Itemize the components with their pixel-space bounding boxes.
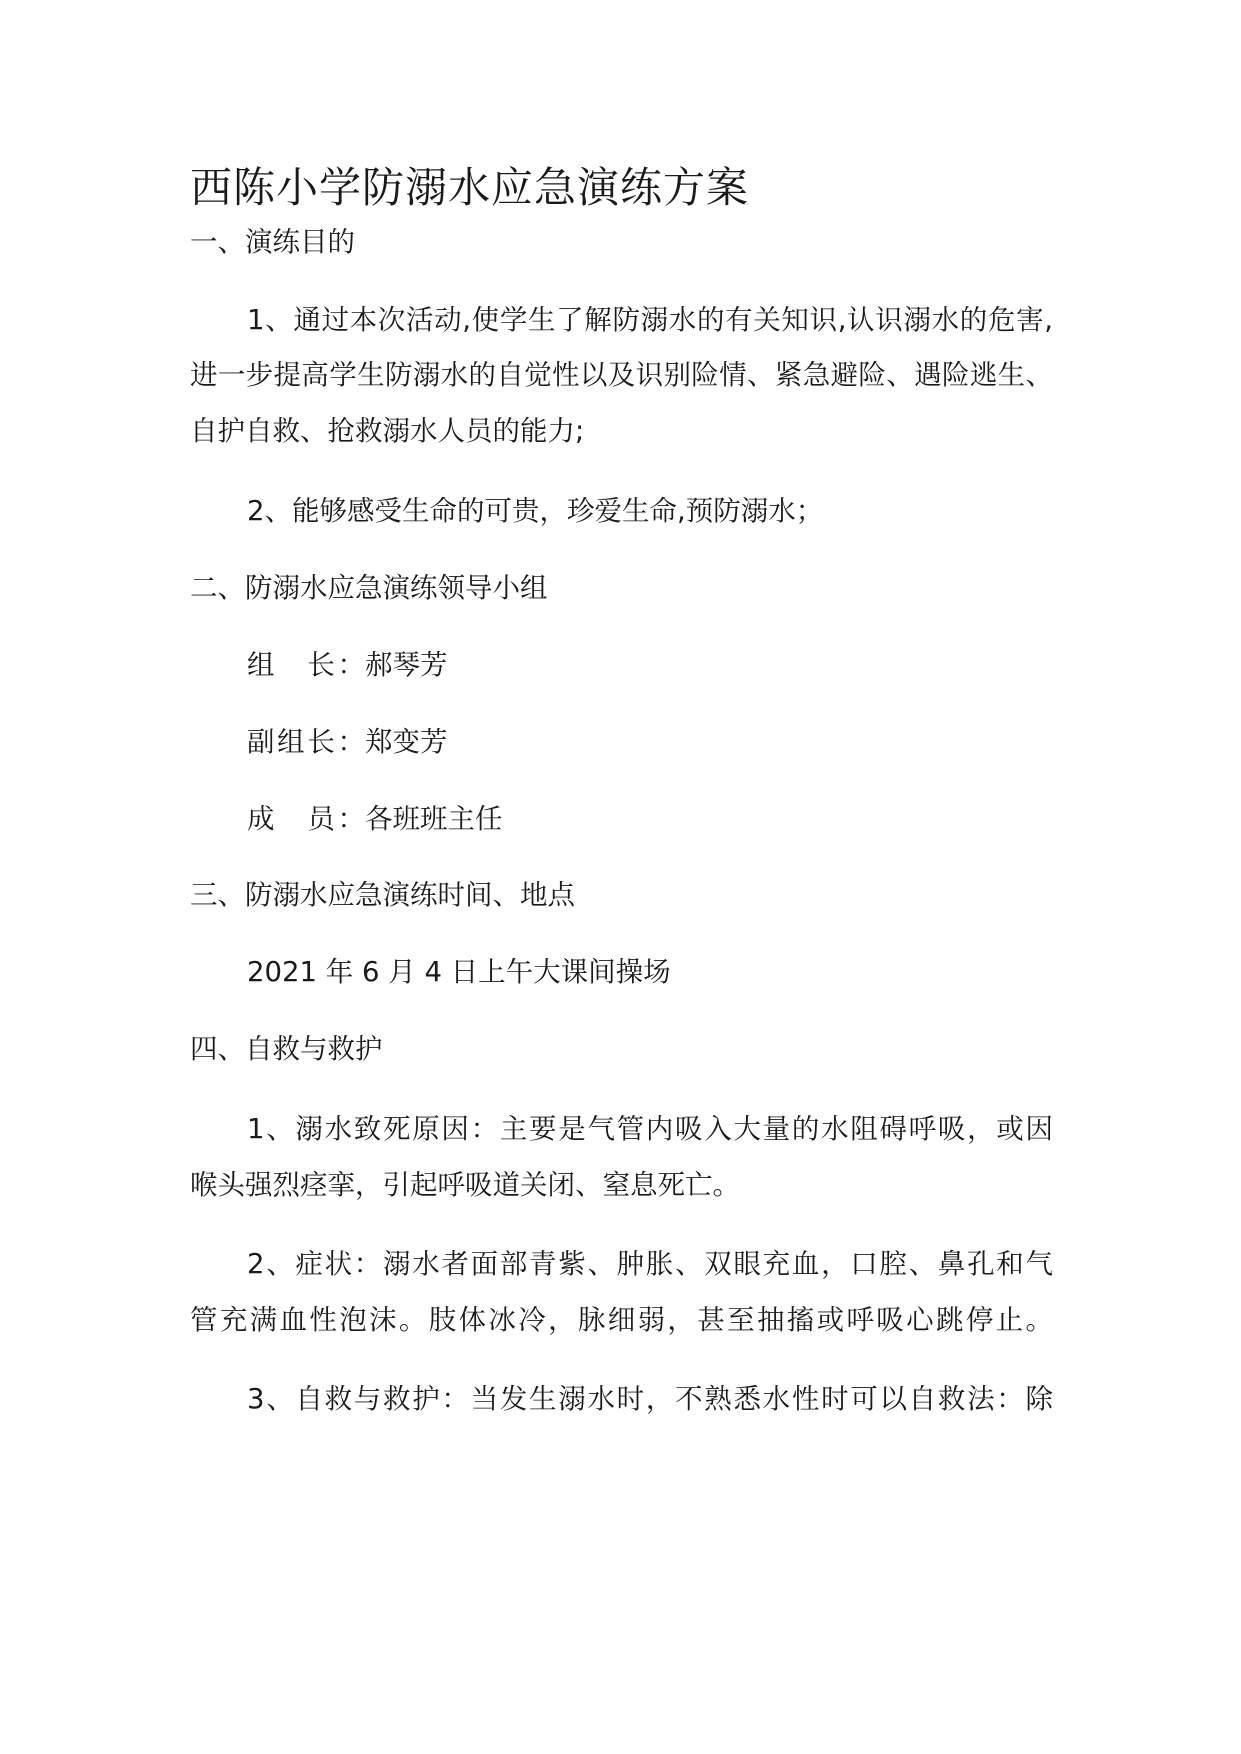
members-name: 各班班主任	[365, 803, 503, 835]
leader-row	[247, 645, 448, 685]
document-title: 西陈小学防溺水应急演练方案	[190, 163, 750, 212]
section-2-heading: 二、防溺水应急演练领导小组	[190, 572, 548, 604]
s1-paragraph-2: 2、能够感受生命的可贵，珍爱生命,预防溺水；	[247, 495, 824, 527]
leader-name: 郝琴芳	[365, 649, 448, 681]
s4-paragraph-2-line-2: 管充满血性泡沫。肢体冰冷，脉细弱，甚至抽搐或呼吸心跳停止。	[190, 1304, 1053, 1336]
deputy-name: 郑变芳	[365, 726, 448, 758]
members-row	[247, 799, 503, 839]
s4-paragraph-1-line-2: 喉头强烈痉挛，引起呼吸道关闭、窒息死亡。	[190, 1169, 740, 1201]
section-4-heading: 四、自救与救护	[190, 1033, 383, 1065]
s1-paragraph-1-line-2: 进一步提高学生防溺水的自觉性以及识别险情、紧急避险、遇险逃生、	[190, 359, 1053, 391]
s1-paragraph-1-line-3: 自护自救、抢救溺水人员的能力;	[190, 415, 585, 447]
s4-paragraph-3-line-1: 3、自救与救护：当发生溺水时，不熟悉水性时可以自救法：除	[247, 1383, 1053, 1415]
deputy-label: 副组长：	[247, 726, 365, 758]
section-3-heading: 三、防溺水应急演练时间、地点	[190, 879, 575, 911]
leader-label: 组 长：	[247, 649, 365, 681]
s1-paragraph-1-line-1: 1、通过本次活动,使学生了解防溺水的有关知识,认识溺水的危害,	[247, 304, 1053, 336]
section-1-heading: 一、演练目的	[190, 226, 355, 258]
members-label: 成 员：	[247, 803, 365, 835]
s4-paragraph-1-line-1: 1、溺水致死原因：主要是气管内吸入大量的水阻碍呼吸，或因	[247, 1113, 1053, 1145]
deputy-row	[247, 722, 448, 762]
s4-paragraph-2-line-1: 2、症状：溺水者面部青紫、肿胀、双眼充血，口腔、鼻孔和气	[247, 1248, 1053, 1280]
time-place: 2021 年 6 月 4 日上午大课间操场	[247, 956, 671, 988]
